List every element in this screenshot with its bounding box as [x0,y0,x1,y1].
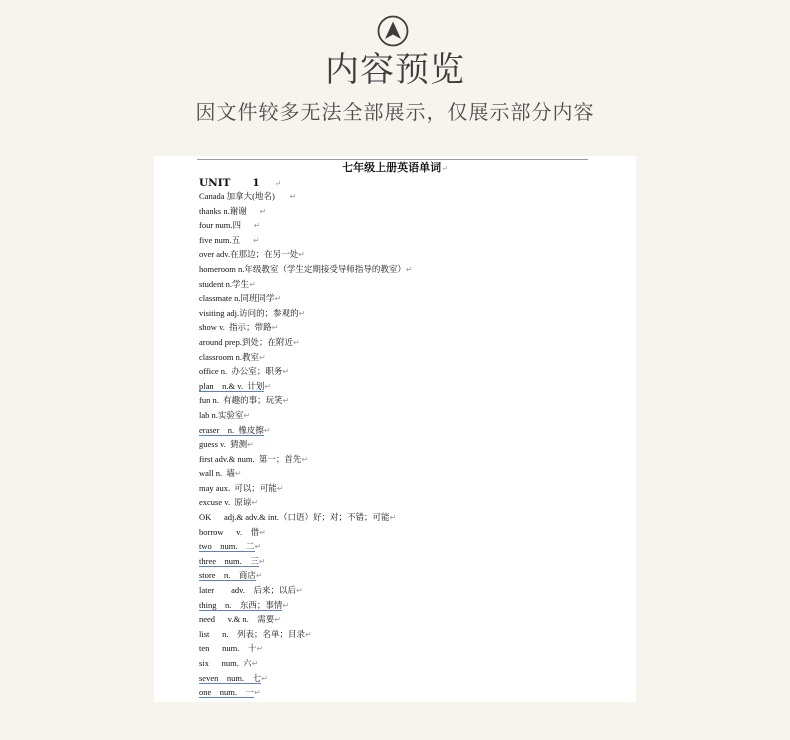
vocab-entry-text: fun n. 有趣的事；玩笑 [199,395,283,406]
vocab-entry [199,671,413,686]
document-title-text: 七年级上册英语单词 [342,161,442,174]
paragraph-mark: ↵ [274,615,281,625]
paragraph-mark: ↵ [247,440,254,450]
vocab-entry-text: one num. 一 [199,687,255,698]
vocab-entry [199,335,413,350]
paragraph-mark: ↵ [274,294,282,304]
paragraph-mark: ↵ [298,250,305,260]
vocab-entry [199,393,413,408]
vocab-entry [199,247,413,262]
vocab-entry-text: later adv. 后来；以后 [199,585,296,596]
paragraph-mark: ↵ [234,469,242,479]
vocab-entry [199,364,413,379]
paragraph-mark: ↵ [251,659,259,668]
vocab-entry-text: seven num. 七 [199,672,262,683]
page-subtitle: 因文件较多无法全部展示，仅展示部分内容 [195,100,595,124]
paragraph-mark: ↵ [255,571,263,581]
vocab-entry-text: two num. 二 [199,541,255,552]
paragraph-mark: ↵ [305,629,312,639]
vocab-entry [199,218,413,233]
vocab-entry-text: OK adj.& adv.& int.（口语）好；对；不错；可能 [199,512,390,523]
vocab-entry [199,554,413,569]
vocab-entry [199,189,413,204]
vocab-entry [199,408,413,423]
vocab-entry-text: five num.五 [199,234,253,245]
vocab-entry-text: store n. 商店 [199,570,256,581]
paragraph-mark: ↵ [282,600,290,610]
vocab-entry [199,277,413,292]
paragraph-mark: ↵ [282,367,290,377]
paragraph-mark: ↵ [243,410,251,420]
vocab-entry-text: need v.& n. 需要 [199,614,275,625]
vocab-entry [199,379,413,394]
paragraph-mark: ↵ [261,673,268,683]
vocab-entry [199,627,413,642]
vocab-entry [199,656,413,671]
paragraph-mark: ↵ [441,164,448,173]
vocab-entry-text: lab n.实验室 [199,409,244,420]
paragraph-mark: ↵ [289,192,297,201]
vocab-entry-text: plan n.& v. 计划 [199,380,265,391]
paragraph-mark: ↵ [264,381,272,391]
vocab-entry-text: three num. 三 [199,555,259,566]
vocab-entry [199,510,413,525]
vocab-entry-text: guess v. 猜测 [199,439,248,450]
vocab-entry [199,583,413,598]
vocab-entry-text: borrow v. 借 [199,526,260,537]
paragraph-mark: ↵ [259,527,266,537]
vocab-entry-text: visiting adj.访问的；参观的 [199,307,299,318]
paragraph-mark: ↵ [258,556,266,566]
vocab-entry [199,481,413,496]
vocab-entry-text: thanks n.谢谢 [199,205,260,216]
vocab-entry [199,495,413,510]
vocab-entry-text: eraser n. 橡皮擦 [199,424,264,435]
vocab-entry-text: first adv.& num. 第一；首先 [199,453,302,464]
vocab-entry-text: office n. 办公室；职务 [199,366,283,377]
vocab-entry [199,306,413,321]
unit-heading-text: UNIT 1 [199,177,260,189]
paragraph-mark: ↵ [389,513,397,523]
vocab-entry-text: thing n. 东西；事情 [199,599,283,610]
vocab-entry-text: list n. 列表；名单；目录 [199,628,306,639]
paragraph-mark: ↵ [295,586,303,596]
page-title: 内容预览 [325,50,465,90]
vocab-entry-text: over adv.在那边；在另一处 [199,249,299,260]
paragraph-mark: ↵ [258,352,266,362]
paragraph-mark: ↵ [256,644,264,654]
paragraph-mark: ↵ [252,235,260,245]
paragraph-mark: ↵ [292,337,300,347]
paragraph-mark: ↵ [405,264,413,274]
vocab-entry [199,539,413,554]
vocab-entry [199,685,413,700]
vocab-entry [199,437,413,452]
vocab-entry-text: show v. 指示；带路 [199,322,272,333]
paragraph-mark: ↵ [298,308,306,318]
vocab-entry-text: may aux. 可以；可能 [199,482,277,493]
vocab-entry [199,641,413,656]
paragraph-mark: ↵ [301,454,309,464]
vocab-entry [199,262,413,277]
vocab-entry [199,291,413,306]
paragraph-mark: ↵ [282,396,290,406]
vocab-entry-text: Canada 加拿大(地名) [199,191,290,201]
paragraph-mark: ↵ [253,221,261,231]
vocab-entry-text: excuse v. 原谅 [199,497,252,508]
vocab-entry [199,568,413,583]
vocab-entry-text: around prep.到处；在附近 [199,336,293,347]
paragraph-mark: ↵ [274,179,282,188]
vocab-entry-text: ten num. 十 [199,643,257,654]
vocab-entry [199,598,413,613]
vocab-entry-text: classroom n.教室 [199,351,259,362]
vocab-entry-text: six num. 六 [199,658,252,668]
paragraph-mark: ↵ [254,542,262,552]
document-title [154,160,636,176]
vocab-entry-text: student n.学生 [199,278,250,289]
vocab-entry-text: four num.四 [199,220,254,231]
paragraph-mark: ↵ [249,279,256,289]
vocab-entry [199,350,413,365]
vocab-entry-text: wall n. 墙 [199,468,235,479]
vocab-entry [199,423,413,438]
vocab-entry [199,466,413,481]
vocab-entry [199,612,413,627]
paragraph-mark: ↵ [271,323,279,333]
paragraph-mark: ↵ [263,425,271,435]
document-preview [154,156,636,702]
paragraph-mark: ↵ [254,688,261,698]
paragraph-mark: ↵ [259,206,267,216]
vocab-entry [199,320,413,335]
vocab-entry [199,525,413,540]
vocab-entry [199,204,413,219]
paragraph-mark: ↵ [276,483,284,493]
vocab-entry-text: homeroom n.年级教室（学生定期接受导师指导的教室） [199,263,406,274]
vocab-entry [199,233,413,248]
vocab-entry [199,452,413,467]
vocab-entry-text: classmate n.同班同学 [199,293,275,304]
arrow-up-circle-icon [377,15,409,47]
word-list [199,189,413,700]
paragraph-mark: ↵ [251,498,259,508]
